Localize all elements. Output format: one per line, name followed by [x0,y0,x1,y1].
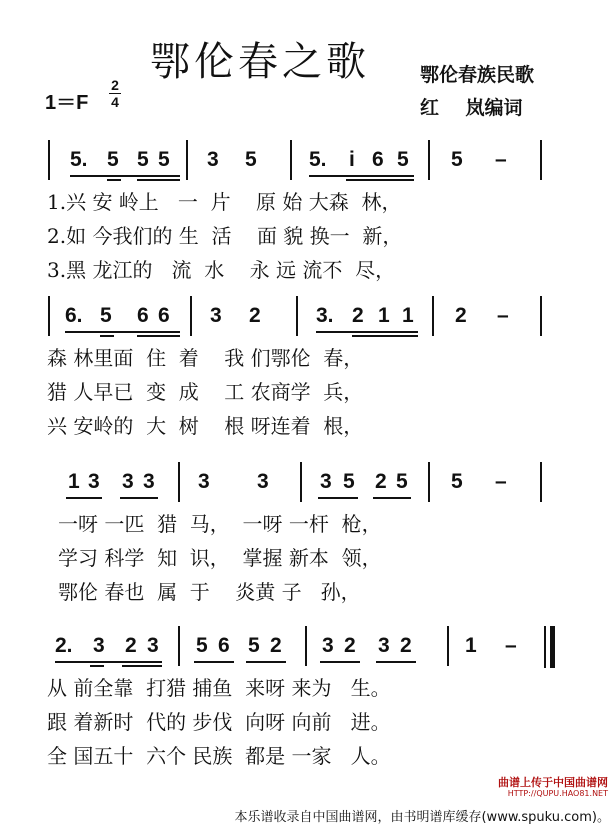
dash: – [497,304,509,327]
beam-line [246,661,286,663]
beam-line [137,335,180,337]
note: 3 [378,634,390,657]
final-barline-thin [544,626,546,668]
lyric-line-verse-2: 跟 着新时 代的 步伐 向呀 向前 进。 [47,710,391,734]
barline [48,296,50,336]
barline [186,140,188,180]
note: 2 [375,470,387,493]
beam-line [55,661,162,663]
note: 3 [122,470,134,493]
lyric-line-verse-3: 鄂伦 春也 属 于 炎黄 子 孙， [58,580,361,604]
beam-line [90,665,104,667]
dash: – [505,634,517,657]
note: 2 [352,304,364,327]
note: 5 [343,470,355,493]
note: 5 [107,148,119,171]
note: 3 [207,148,219,171]
note: 2 [125,634,137,657]
barline [447,626,449,666]
beam-line [100,335,114,337]
note: 2 [455,304,467,327]
note: 3 [210,304,222,327]
beam-line [316,331,418,333]
barline [178,626,180,666]
note: 3. [316,304,334,327]
beam-line [194,661,234,663]
dash: – [495,470,507,493]
note: 3 [320,470,332,493]
final-barline-thick [550,626,555,668]
beam-line [309,175,414,177]
note: 2 [249,304,261,327]
note: 3 [257,470,269,493]
barline [432,296,434,336]
lyric-line-verse-2: 学习 科学 知 识， 掌握 新本 领， [58,546,382,570]
song-origin: 鄂伦春族民歌 [420,64,535,86]
watermark-url: HTTP://QUPU.HAO81.NET [507,789,608,798]
barline [540,462,542,502]
beam-line [66,497,102,499]
note: 3 [88,470,100,493]
note: 5. [309,148,327,171]
barline [540,296,542,336]
watermark-text: 曲谱上传于中国曲谱网 [498,776,608,789]
lyricist-credit: 红 岚编词 [420,97,523,119]
lyric-line-verse-3: 3.黑 龙江的 流 水 永 远 流不 尽， [47,258,396,282]
note: 5 [245,148,257,171]
note: 3 [93,634,105,657]
barline [48,140,50,180]
note: i [349,148,355,171]
beam-line [137,179,180,181]
beam-line [122,665,162,667]
note: 5 [396,470,408,493]
note: 5 [100,304,112,327]
lyric-line-verse-1: 森 林里面 住 着 我 们鄂伦 春， [47,346,364,370]
beam-line [318,497,358,499]
time-signature [109,78,121,109]
dash: – [495,148,507,171]
note: 3 [143,470,155,493]
beam-line [107,179,121,181]
lyric-line-verse-1: 一呀 一匹 猎 马， 一呀 一杆 枪， [58,512,382,536]
note: 2 [400,634,412,657]
note: 5 [248,634,260,657]
beam-line [352,335,418,337]
beam-line [373,497,411,499]
time-numerator: 2 [111,77,119,93]
note: 2 [270,634,282,657]
note: 5 [137,148,149,171]
barline [178,462,180,502]
source-footer: 本乐谱收录自中国曲谱网，由书明谱库缓存(www.spuku.com)。 [234,810,610,825]
note: 5 [451,470,463,493]
lyric-line-verse-1: 1.兴 安 岭上 一 片 原 始 大森 林， [47,190,402,214]
barline [290,140,292,180]
note: 5 [451,148,463,171]
beam-line [120,497,158,499]
barline [428,140,430,180]
barline [190,296,192,336]
beam-line [346,179,414,181]
beam-line [320,661,360,663]
barline [540,140,542,180]
beam-line [70,175,180,177]
lyric-line-verse-3: 全 国五十 六个 民族 都是 一家 人。 [47,744,391,768]
lyric-line-verse-2: 2.如 今我们的 生 活 面 貌 换一 新， [47,224,403,248]
note: 6 [137,304,149,327]
lyric-line-verse-3: 兴 安岭的 大 树 根 呀连着 根， [47,414,364,438]
barline [305,626,307,666]
note: 5 [158,148,170,171]
note: 1 [68,470,80,493]
beam-line [65,331,180,333]
note: 2 [344,634,356,657]
note: 1 [465,634,477,657]
note: 2. [55,634,73,657]
note: 6. [65,304,83,327]
page-title: 鄂伦春之歌 [150,39,370,85]
key-signature: 1＝F [45,92,89,114]
note: 5 [196,634,208,657]
note: 3 [198,470,210,493]
beam-line [376,661,416,663]
note: 5 [397,148,409,171]
note: 6 [372,148,384,171]
time-denominator: 4 [111,94,119,110]
barline [428,462,430,502]
note: 3 [147,634,159,657]
note: 1 [402,304,414,327]
lyric-line-verse-2: 猎 人早已 变 成 工 农商学 兵， [47,380,364,404]
note: 5. [70,148,88,171]
lyric-line-verse-1: 从 前全靠 打猎 捕鱼 来呀 来为 生。 [47,676,391,700]
note: 6 [218,634,230,657]
note: 1 [378,304,390,327]
note: 3 [322,634,334,657]
barline [296,296,298,336]
note: 6 [158,304,170,327]
barline [300,462,302,502]
